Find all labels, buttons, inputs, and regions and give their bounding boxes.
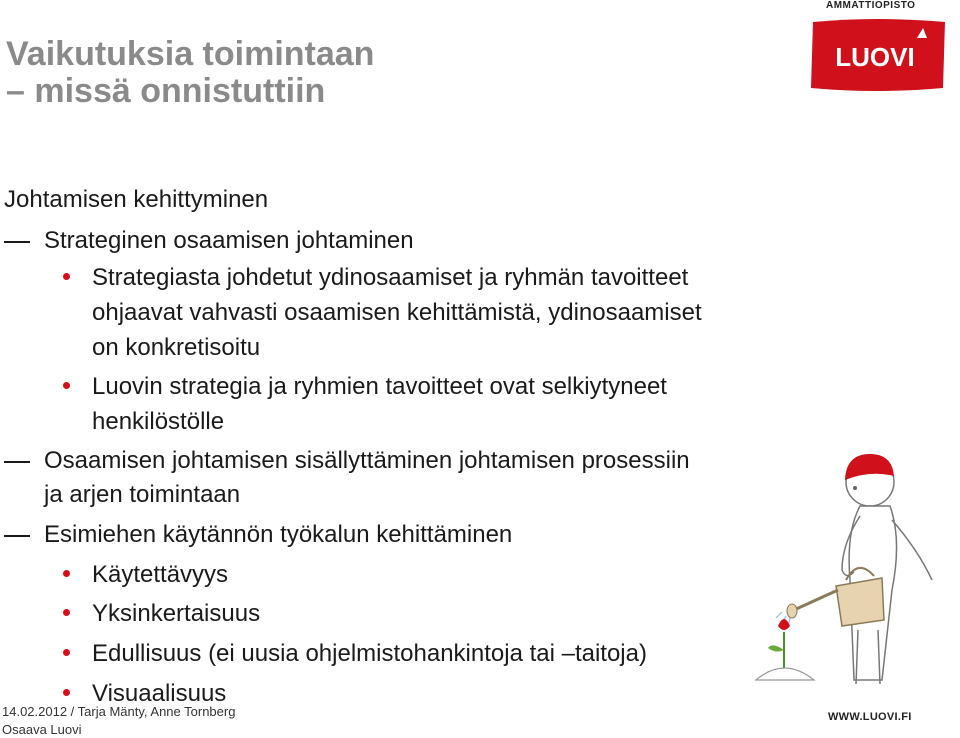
item-3-bullet-3: Edullisuus (ei uusia ohjelmistohankintoja tai –taitoja) [92, 640, 647, 667]
item-1: Strateginen osaamisen johtaminen [44, 227, 414, 254]
item-2-cont: ja arjen toimintaan [44, 481, 241, 508]
bullet-marker [63, 382, 70, 389]
bullet-marker [63, 273, 70, 280]
item-3: Esimiehen käytännön työkalun kehittäminen [44, 521, 513, 548]
bullet-marker [63, 649, 70, 656]
item-3-bullet-2: Yksinkertaisuus [92, 600, 261, 627]
item-1-bullet-1-cont2: on konkretisoitu [92, 334, 261, 361]
item-2: Osaamisen johtamisen sisällyttäminen johtamisen prosessiin [44, 447, 690, 474]
item-1-bullet-1: Strategiasta johdetut ydinosaamiset ja ryhmän tavoitteet [92, 264, 689, 291]
item-3-bullet-1: Käytettävyys [92, 561, 229, 588]
logo-text: LUOVI [835, 42, 915, 72]
bullet-marker [63, 609, 70, 616]
dash-marker [4, 535, 30, 537]
title-line-2: – missä onnistuttiin [6, 72, 326, 111]
dash-marker [4, 461, 30, 463]
item-1-bullet-2-cont: henkilöstölle [92, 408, 225, 435]
footer-url: WWW.LUOVI.FI [828, 711, 912, 723]
item-1-bullet-2: Luovin strategia ja ryhmien tavoitteet ovat selkiytyneet [92, 373, 667, 400]
footer-date-authors: 14.02.2012 / Tarja Mänty, Anne Tornberg [2, 704, 236, 719]
bullet-marker [63, 570, 70, 577]
item-1-bullet-1-cont: ohjaavat vahvasti osaamisen kehittämistä, ydinosaamiset [92, 299, 702, 326]
title-line-1: Vaikutuksia toimintaan [6, 35, 375, 73]
footer-org: Osaava Luovi [2, 722, 82, 737]
item-3-bullet-4: Visuaalisuus [92, 680, 227, 707]
bullet-marker [63, 689, 70, 696]
dash-marker [4, 241, 30, 243]
gardener-illustration [742, 440, 960, 700]
title-dash: – [6, 72, 25, 111]
logo-tagline: AMMATTIOPISTO [826, 0, 916, 11]
heading: Johtamisen kehittyminen [4, 186, 269, 213]
